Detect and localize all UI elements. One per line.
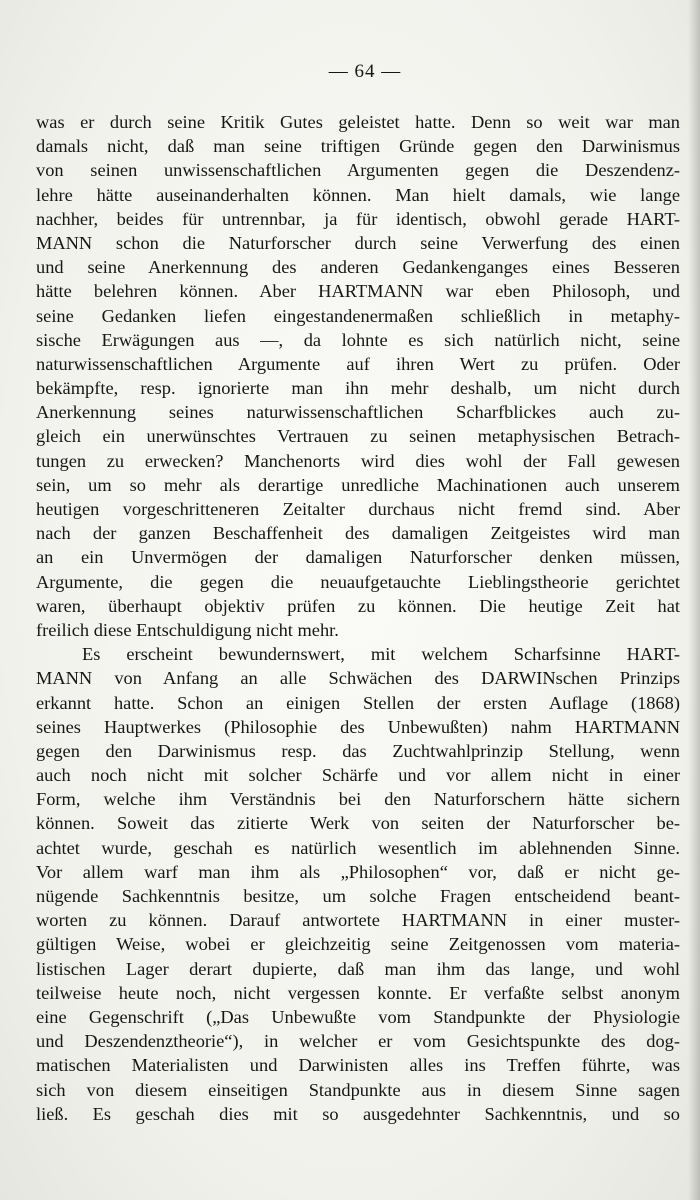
text-line: eine Gegenschrift („Das Unbewußte vom Standpunkte der Physiologie (36, 1006, 680, 1027)
text-line: lehre hätte auseinanderhalten können. Man hielt damals, wie lange (36, 184, 680, 205)
text-line: und seine Anerkennung des anderen Gedankenganges eines Besseren (36, 257, 680, 278)
text-line: erkannt hatte. Schon an einigen Stellen der ersten Auflage (1868) (36, 692, 680, 713)
text-line: ließ. Es geschah dies mit so ausgedehnter Sachkenntnis, und so (36, 1103, 680, 1124)
text-line: Anerkennung seines naturwissenschaftlichen Scharfblickes auch zu- (36, 402, 680, 423)
text-line: Es erscheint bewundernswert, mit welchem Scharfsinne HART- (82, 644, 680, 665)
text-line: teilweise heute noch, nicht vergessen konnte. Er verfaßte selbst anonym (36, 982, 680, 1003)
text-line: naturwissenschaftlichen Argumente auf ihren Wert zu prüfen. Oder (36, 353, 680, 374)
text-line: waren, überhaupt objektiv prüfen zu können. Die heutige Zeit hat (36, 595, 680, 616)
text-line: von seinen unwissenschaftlichen Argumenten gegen die Deszendenz- (36, 160, 680, 181)
text-line: nachher, beides für untrennbar, ja für identisch, obwohl gerade HART- (36, 208, 680, 229)
text-line: an ein Unvermögen der damaligen Naturforscher denken müssen, (36, 547, 680, 568)
text-line: sische Erwägungen aus —, da lohnte es sich natürlich nicht, seine (36, 329, 680, 350)
text-line: freilich diese Entschuldigung nicht mehr. (36, 619, 339, 640)
text-line: gegen den Darwinismus resp. das Zuchtwahlprinzip Stellung, wenn (36, 740, 680, 761)
text-line: sein, um so mehr als derartige unredliche Machinationen auch unserem (36, 474, 680, 495)
text-line: auch noch nicht mit solcher Schärfe und vor allem nicht in einer (36, 765, 680, 786)
text-line: Form, welche ihm Verständnis bei den Naturforschern hätte sichern (36, 789, 680, 810)
text-line: seine Gedanken liefen eingestandenermaßen schließlich in metaphy- (36, 305, 680, 326)
body-text (36, 110, 680, 1126)
text-line: Argumente, die gegen die neuaufgetauchte Lieblingstheorie gerichtet (36, 571, 680, 592)
text-line: matischen Materialisten und Darwinisten alles ins Treffen führte, was (36, 1055, 680, 1076)
text-line: seines Hauptwerkes (Philosophie des Unbewußten) nahm HARTMANN (36, 716, 680, 737)
text-line: listischen Lager derart dupierte, daß man ihm das lange, und wohl (36, 958, 680, 979)
text-line: MANN schon die Naturforscher durch seine Verwerfung des einen (36, 232, 680, 253)
text-line: worten zu können. Darauf antwortete HARTMANN in einer muster- (36, 910, 680, 931)
text-line: bekämpfte, resp. ignorierte man ihn mehr deshalb, um nicht durch (36, 378, 680, 399)
text-line: achtet wurde, geschah es natürlich wesentlich im ablehnenden Sinne. (36, 837, 680, 858)
page-edge-shadow (688, 0, 700, 1200)
text-line: nach der ganzen Beschaffenheit des damaligen Zeitgeistes wird man (36, 523, 680, 544)
text-line: tungen zu erwecken? Manchenorts wird dies wohl der Fall gewesen (36, 450, 680, 471)
text-line: können. Soweit das zitierte Werk von seiten der Naturforscher be- (36, 813, 680, 834)
text-line: MANN von Anfang an alle Schwächen des DARWINschen Prinzips (36, 668, 680, 689)
text-line: heutigen vorgeschritteneren Zeitalter durchaus nicht fremd sind. Aber (36, 499, 680, 519)
text-line: nügende Sachkenntnis besitze, um solche Fragen entscheidend beant- (36, 886, 680, 906)
text-line: was er durch seine Kritik Gutes geleistet hatte. Denn so weit war man (36, 112, 680, 132)
page-number: — 64 — (328, 61, 402, 82)
text-line: Vor allem warf man ihm als „Philosophen“ vor, daß er nicht ge- (36, 861, 680, 882)
text-line: damals nicht, daß man seine triftigen Gründe gegen den Darwinismus (36, 136, 680, 157)
text-line: hätte belehren können. Aber HARTMANN war eben Philosoph, und (36, 281, 680, 302)
text-line: und Deszendenztheorie“), in welcher er vom Gesichtspunkte des dog- (36, 1031, 680, 1052)
text-line: gültigen Weise, wobei er gleichzeitig seine Zeitgenossen vom materia- (36, 934, 680, 955)
text-line: sich von diesem einseitigen Standpunkte aus in diesem Sinne sagen (36, 1079, 680, 1100)
text-line: gleich ein unerwünschtes Vertrauen zu seinen metaphysischen Betrach- (36, 426, 680, 447)
